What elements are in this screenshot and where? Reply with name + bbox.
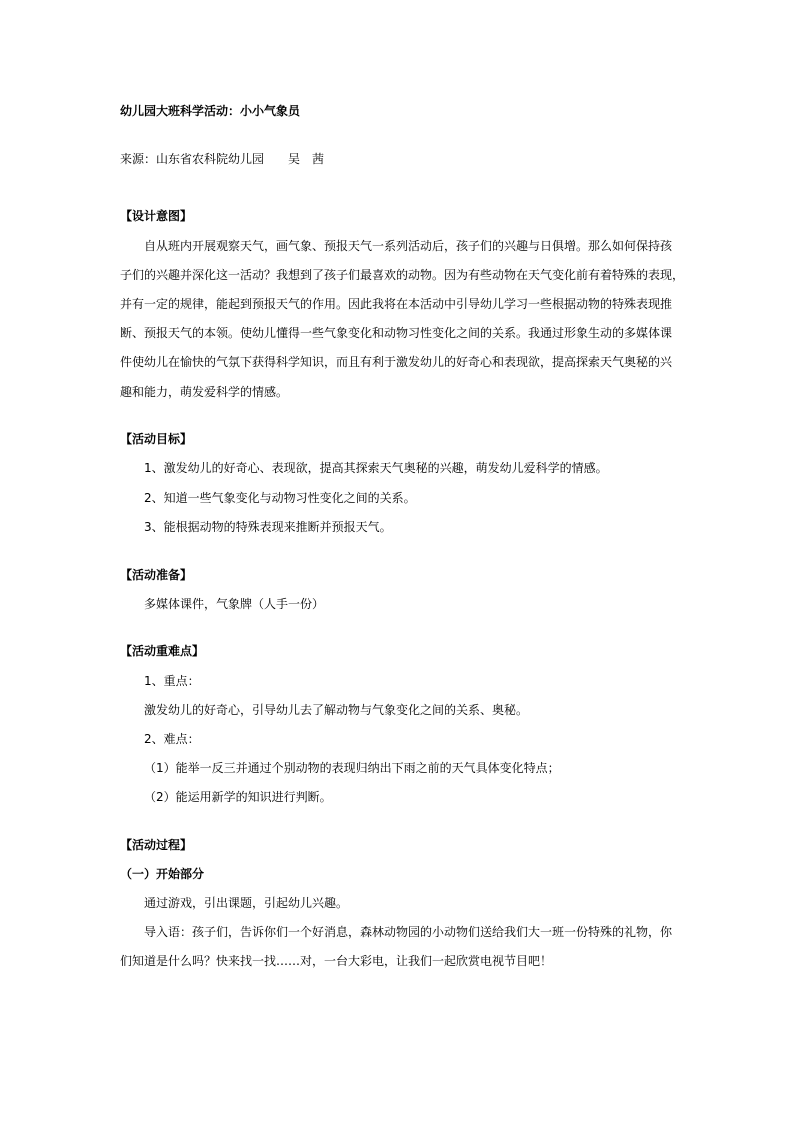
key-point-text: 激发幼儿的好奇心，引导幼儿去了解动物与气象变化之间的关系、奥秘。 xyxy=(144,703,529,717)
design-intent-line: 断、预报天气的本领。使幼儿懂得一些气象变化和动物习性变化之间的关系。我通过形象生动的多媒体课 xyxy=(120,326,673,340)
document-title: 幼儿园大班科学活动：小小气象员 xyxy=(120,104,301,118)
design-intent-line: 自从班内开展观察天气，画气象、预报天气一系列活动后，孩子们的兴趣与日俱增。那么如何保持孩 xyxy=(144,239,673,253)
design-intent-line: 件使幼儿在愉快的气氛下获得科学知识，而且有利于激发幼儿的好奇心和表现欲，提高探索天气奥秘的兴 xyxy=(120,355,673,369)
design-intent-line: 趣和能力，萌发爱科学的情感。 xyxy=(120,385,289,399)
process-heading: 【活动过程】 xyxy=(120,838,193,852)
process-part1-heading: （一）开始部分 xyxy=(120,867,205,881)
goal-item: 3、能根据动物的特殊表现来推断并预报天气。 xyxy=(144,520,392,534)
preparation-heading: 【活动准备】 xyxy=(120,568,193,582)
document-source: 来源：山东省农科院幼儿园 吴 茜 xyxy=(120,152,325,166)
preparation-text: 多媒体课件，气象牌（人手一份） xyxy=(144,597,325,611)
process-part1-text: 通过游戏，引出课题，引起幼儿兴趣。 xyxy=(144,896,349,910)
goal-item: 2、知道一些气象变化与动物习性变化之间的关系。 xyxy=(144,491,416,505)
design-intent-line: 并有一定的规律，能起到预报天气的作用。因此我将在本活动中引导幼儿学习一些根据动物的特殊表现推 xyxy=(120,297,673,311)
design-intent-line: 子们的兴趣并深化这一活动？我想到了孩子们最喜欢的动物。因为有些动物在天气变化前有着特殊的表现， xyxy=(120,268,685,282)
difficult-point-item: （2）能运用新学的知识进行判断。 xyxy=(144,790,332,804)
goal-item: 1、激发幼儿的好奇心、表现欲，提高其探索天气奥秘的兴趣，萌发幼儿爱科学的情感。 xyxy=(144,461,608,475)
intro-line: 们知道是什么吗？快来找一找……对，一台大彩电，让我们一起欣赏电视节目吧！ xyxy=(120,954,553,968)
difficult-point-item: （1）能举一反三并通过个别动物的表现归纳出下雨之前的天气具体变化特点； xyxy=(144,761,560,775)
goals-heading: 【活动目标】 xyxy=(120,432,193,446)
key-points-heading: 【活动重难点】 xyxy=(120,644,205,658)
key-point-label: 1、重点： xyxy=(144,674,200,688)
difficult-point-label: 2、难点： xyxy=(144,732,200,746)
intro-line: 导入语：孩子们，告诉你们一个好消息，森林动物园的小动物们送给我们大一班一份特殊的礼物，你 xyxy=(144,925,673,939)
design-intent-heading: 【设计意图】 xyxy=(120,209,193,223)
